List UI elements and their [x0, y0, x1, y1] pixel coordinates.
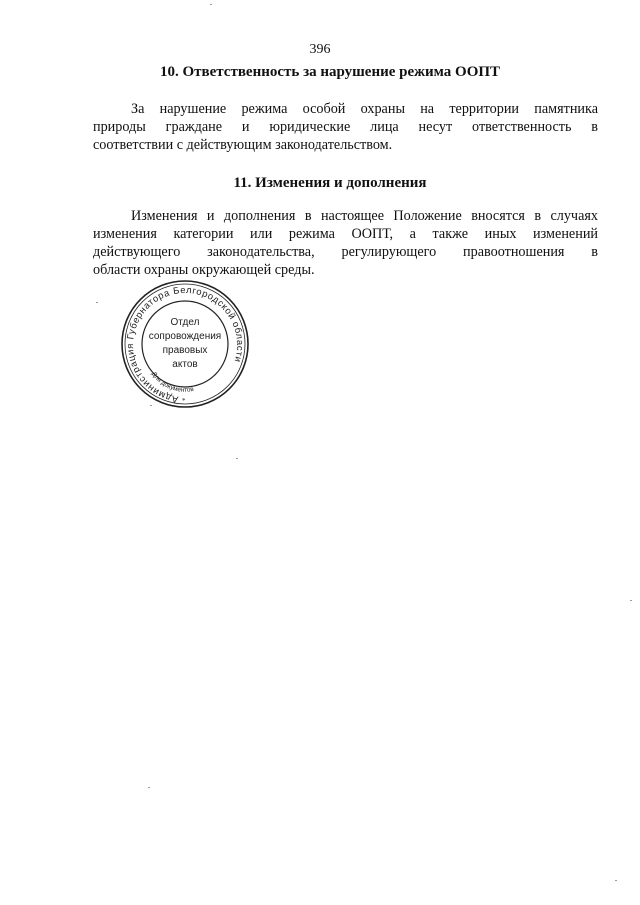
section-11-paragraph: [93, 207, 598, 279]
stamp-seal-icon: [118, 279, 252, 409]
paragraph-line: действующего законодательства, регулирующего правоотношения в: [93, 244, 598, 260]
paragraph-line: изменения категории или режима ООПТ, а также иных изменений: [93, 226, 598, 242]
scan-speck: [150, 405, 152, 406]
stamp-bottom-text: Для документов: [149, 370, 195, 394]
star-icon: *: [182, 397, 186, 405]
section-11-heading: 11. Изменения и дополнения: [233, 175, 427, 191]
section-10-heading: 10. Ответственность за нарушение режима ООПТ: [159, 64, 501, 80]
scan-speck: [96, 302, 98, 303]
section-10-paragraph: [93, 100, 598, 154]
stamp-ring-text: Администрация Губернатора Белгородской области: [124, 283, 247, 406]
paragraph-line: природы граждане и юридические лица несут ответственность в: [93, 119, 598, 135]
scan-speck: [148, 787, 150, 788]
stamp-center-line: сопровождения: [148, 331, 222, 342]
stamp-center-line: правовых: [162, 345, 208, 356]
scan-speck: [236, 458, 238, 459]
paragraph-line: Изменения и дополнения в настоящее Положение вносятся в случаях: [131, 208, 598, 224]
official-stamp: [118, 279, 252, 409]
scan-speck: [630, 600, 632, 601]
paragraph-line: области охраны окружающей среды.: [93, 262, 315, 278]
stamp-center-line: актов: [172, 359, 198, 370]
page-number: 396: [309, 42, 331, 57]
scan-speck: [210, 4, 212, 5]
stamp-center-line: Отдел: [170, 317, 200, 328]
scan-speck: [615, 880, 617, 881]
paragraph-line: соответствии с действующим законодательством.: [93, 137, 393, 153]
paragraph-line: За нарушение режима особой охраны на территории памятника: [131, 101, 598, 117]
